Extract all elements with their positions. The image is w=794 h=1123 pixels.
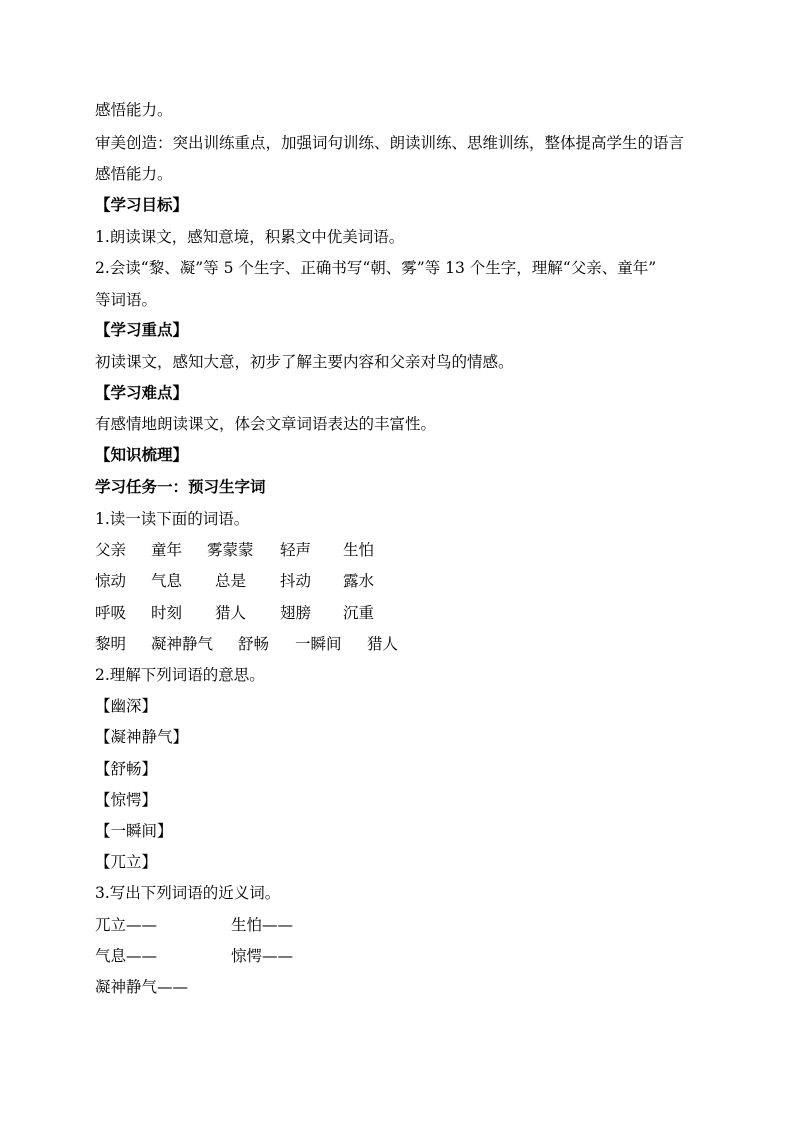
word: 抖动: [280, 572, 312, 590]
synonym-prompt: 凝神静气——: [95, 978, 189, 996]
word: 总是: [215, 572, 247, 590]
section-heading-knowledge: 【知识梳理】: [95, 445, 189, 464]
word: 猎人: [215, 604, 247, 622]
text-line: 审美创造：突出训练重点，加强词句训练、朗读训练、思维训练，整体提高学生的语言: [95, 134, 685, 152]
word: 生怕: [343, 541, 375, 559]
meaning-item: 【幽深】: [95, 697, 158, 715]
word: 时刻: [151, 604, 183, 622]
text-line: 有感情地朗读课文，体会文章词语表达的丰富性。: [95, 415, 437, 433]
word: 雾蒙蒙: [207, 541, 254, 559]
word: 父亲: [95, 541, 127, 559]
word: 舒畅: [238, 635, 270, 653]
word: 呼吸: [95, 604, 127, 622]
synonym-prompt: 生怕——: [231, 916, 294, 934]
meaning-item: 【舒畅】: [95, 760, 158, 778]
word: 一瞬间: [295, 635, 342, 653]
text-line: 初读课文，感知大意，初步了解主要内容和父亲对鸟的情感。: [95, 353, 514, 371]
meaning-item: 【凝神静气】: [95, 728, 189, 746]
word: 童年: [151, 541, 183, 559]
meaning-item: 【惊愕】: [95, 791, 158, 809]
section-heading-difficulties: 【学习难点】: [95, 383, 189, 402]
word: 黎明: [95, 635, 127, 653]
word: 轻声: [280, 541, 312, 559]
word: 沉重: [343, 604, 375, 622]
task-heading: 学习任务一：预习生字词: [95, 477, 266, 496]
word: 气息: [151, 572, 183, 590]
text-line: 感悟能力。: [95, 101, 173, 119]
word: 露水: [343, 572, 375, 590]
section-heading-key-points: 【学习重点】: [95, 320, 189, 339]
question-1: 1.读一读下面的词语。: [95, 510, 250, 528]
word: 凝神静气: [151, 635, 214, 653]
word: 翅膀: [280, 604, 312, 622]
word: 猎人: [367, 635, 399, 653]
text-line: 感悟能力。: [95, 165, 173, 183]
text-line: 2.会读“黎、凝”等 5 个生字、正确书写“朝、雾”等 13 个生字，理解“父亲、童年”: [95, 259, 657, 277]
text-line: 等词语。: [95, 291, 158, 309]
question-3: 3.写出下列词语的近义词。: [95, 884, 281, 902]
synonym-prompt: 气息——: [95, 947, 158, 965]
meaning-item: 【兀立】: [95, 853, 158, 871]
question-2: 2.理解下列词语的意思。: [95, 666, 265, 684]
meaning-item: 【一瞬间】: [95, 822, 173, 840]
section-heading-goals: 【学习目标】: [95, 195, 189, 214]
synonym-prompt: 惊愕——: [231, 947, 294, 965]
synonym-prompt: 兀立——: [95, 916, 158, 934]
text-line: 1.朗读课文，感知意境，积累文中优美词语。: [95, 228, 405, 246]
word: 惊动: [95, 572, 127, 590]
